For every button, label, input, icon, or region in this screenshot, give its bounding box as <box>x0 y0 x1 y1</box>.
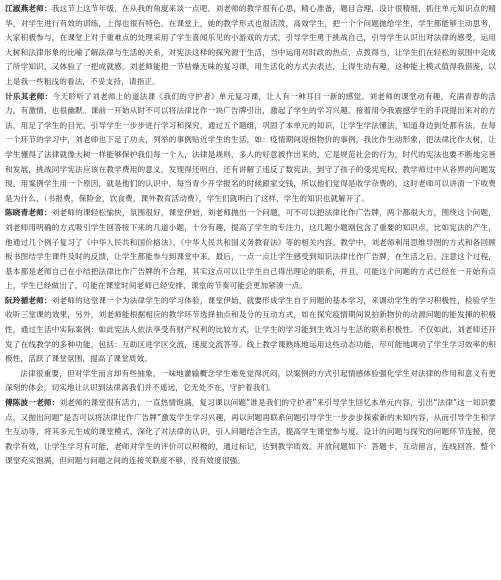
comment-text: 今天聆听了刘老师上的道法课《我们的守护者》单元复习课，让人有一种耳目一新的感觉。刘老师的课堂动有趣，充满青春的活力，有激情，也很幽默。课前一开始从时不可以将法律比作一块广告牌引出，激起了学生的学习兴趣。接着用令我震撼学生的手段提出来对的方法，用足了学生的目光，引导学生一步步进行学习和探究，通过五个题组，巩固了本单元的知识，让学生学法懂法，知道身边到处都有法，在每一个环节的学习中，刘老师也下足了功夫，列举的事例贴近学生的生活，如：疫情期间说抱物价的事例，我比作生动形象，把法律比作大树，让学生懂得了法律就像大树一样能够保护我们每一个人，法律是规则，多人的好意被作出来的，它是规范社会的行为，时代的宪法也要不断地完善和发展，挑战同学宪法应该在教学费用的意义，发现得还明白，还有讲解了违反了数宪法，到守了孩子的受宪宪权，教学师过中从各界的问题发现，用案例学生用一个原因，就是他们的认识中，每当青少开学报名的时候跟家交钱，所以他们觉得是收学杂费的，这时老师可以讲清一下收费是为什么，（书报费，保险金，饮食费，课外教育活动费），学生们就明白了这样，学生的知识也就解开了。 <box>5 91 496 203</box>
speaker-name: 计乐其老师： <box>5 91 53 101</box>
comment-text: 刘老师的课堂很有活力，一直热情饱满，复习课以问题“谁是我们的守护者”来引导学生回忆本单元内容，引出“法律”这一知识要点，又抛出问题“是否可以将法律比作广告牌”激发学生学习兴趣，再以问题再联系问题引导学生一步步步探索新的未知内容，从而引导学生和学生互动等，将其多元生成的课堂模式，深化了对法律的认识，引入问题结合生活，提高学生课堂参与度。设计的问题与探究的问题环节连接，使教学有效，让学生学习有可能，老师对学生的评价可以积极的，通过标记，达到教学质效。开放问题如下：答题卡，互动留言，连线回答。整个课堂充实饱满，但问题与问题之间的连接关联度不够，没有效度很强。 <box>5 398 496 466</box>
comment-text: 刘老师的课轻松愉快，氛围很好，课堂伊始，刘老师抛出一个问题，可不可以把法律比作广告牌，两个都很大方，围绕这个问题，刘老师用明确的方式吸引学生回答接下来的几道小题，十分有趣，提高了学生的专注力，这几题小题刚包含了重要的知识点，比如宪法的产生，他通过几个例子复习了《中华人民共和国价格法》、《中华人民共和国义务教育法》等的相关内容。教学中，刘老师利用思维导图的方式和各回顾板书图结学生课件及时的反馈，让学生都能参与到课堂中来。最后，一点一点让学生感受到知识法律比作广告牌，在生活之后，注意这个过程，基本都是老师自己在小结把法律比作广告牌的不合理，其实这点可以让学生自己得出理论的联系，并且，可能这个问题的方式已经在一开始有点上，学生已经做出了，可能在课堂时间老师已经安排，课堂的节奏可能会更加紧凑一点。 <box>5 208 496 291</box>
comment-text: 法律很重要，但对学生而言却有些抽象，一味地灌输概念学生难免觉得沉闷，以案例的方式引起情感体验强化学生对法律的作用和意义有更深刻的体会，切实地让认识到法律离我们并不遥远，它无处不在，守护着我们。 <box>5 368 496 393</box>
speaker-name: 傅陈波一老师： <box>5 398 60 408</box>
comment-text: 刘老师的这堂课一个为法律学生的学习体验，课堂伊始，就要形成学生自于问题的基本学习，来调动学生的学习积极性，检验学生收听三堂课的效果，另外，刘老师能根据相应的教学环节选择抽点和及分的互动方式，如在探究疫情期间说拍新物价的动源问题的能发揮的积极性，通过生活中实际案例：如此宪法人依法享受有财产权利的比较方式，让学生的学习能到生效习与生活的联系积极性。不仅如此，刘老师还开发了在线教学的多种功能，包括：互助区进学区交流，速度交流答等。线上教学课熟练地运用这些动态功能，尽可能地调动了学生学习效率的积极性，活跃了课堂氛围，提高了课堂质效。 <box>5 295 496 364</box>
comment-text: 我这节上这节年级，在从我的角度来谈一点吧。刘老师的教学很有心思，精心准备，题目合理，设计很精细，抓住单元知识点的精华，对学生进行有效的训练，上得也很有特色。在课堂上，她的教学形式也很活泼，高效学生，把一个个问题抛给学生，学生都能够主动思考，大家积极参与，在课堂上对于重难点的处理采用了学生喜闻乐见的小游戏的方式，引导学生勇于挑战自己，引导学生认识出对法律的感受，运用大树和法律形象的比喻了解法律与生活的关系，对宪法这样的探究源于生活，当中运用对时政的热点，点拨得当，让学生们在轻松的氛围中完成了所学知识，又体验了一把成就感。刘老师能把一节枯燥无味的复习课，用生活化的方式去表达，上得生动有趣，这种能上模式值得我借鉴，以上是我一些粗浅的看法，不妥支持，请指正。 <box>5 4 496 86</box>
comment-paragraph-4 <box>5 294 496 367</box>
comment-paragraph-6 <box>5 396 496 469</box>
comment-paragraph-1 <box>5 2 496 90</box>
speaker-name: 陈晓青老师： <box>5 208 52 218</box>
speaker-name: 阮玲循老师： <box>5 295 52 305</box>
comment-paragraph-3 <box>5 206 496 294</box>
speaker-name: 江淑燕老师： <box>5 4 52 13</box>
comment-paragraph-5 <box>5 367 496 396</box>
comment-paragraph-2 <box>5 90 496 207</box>
